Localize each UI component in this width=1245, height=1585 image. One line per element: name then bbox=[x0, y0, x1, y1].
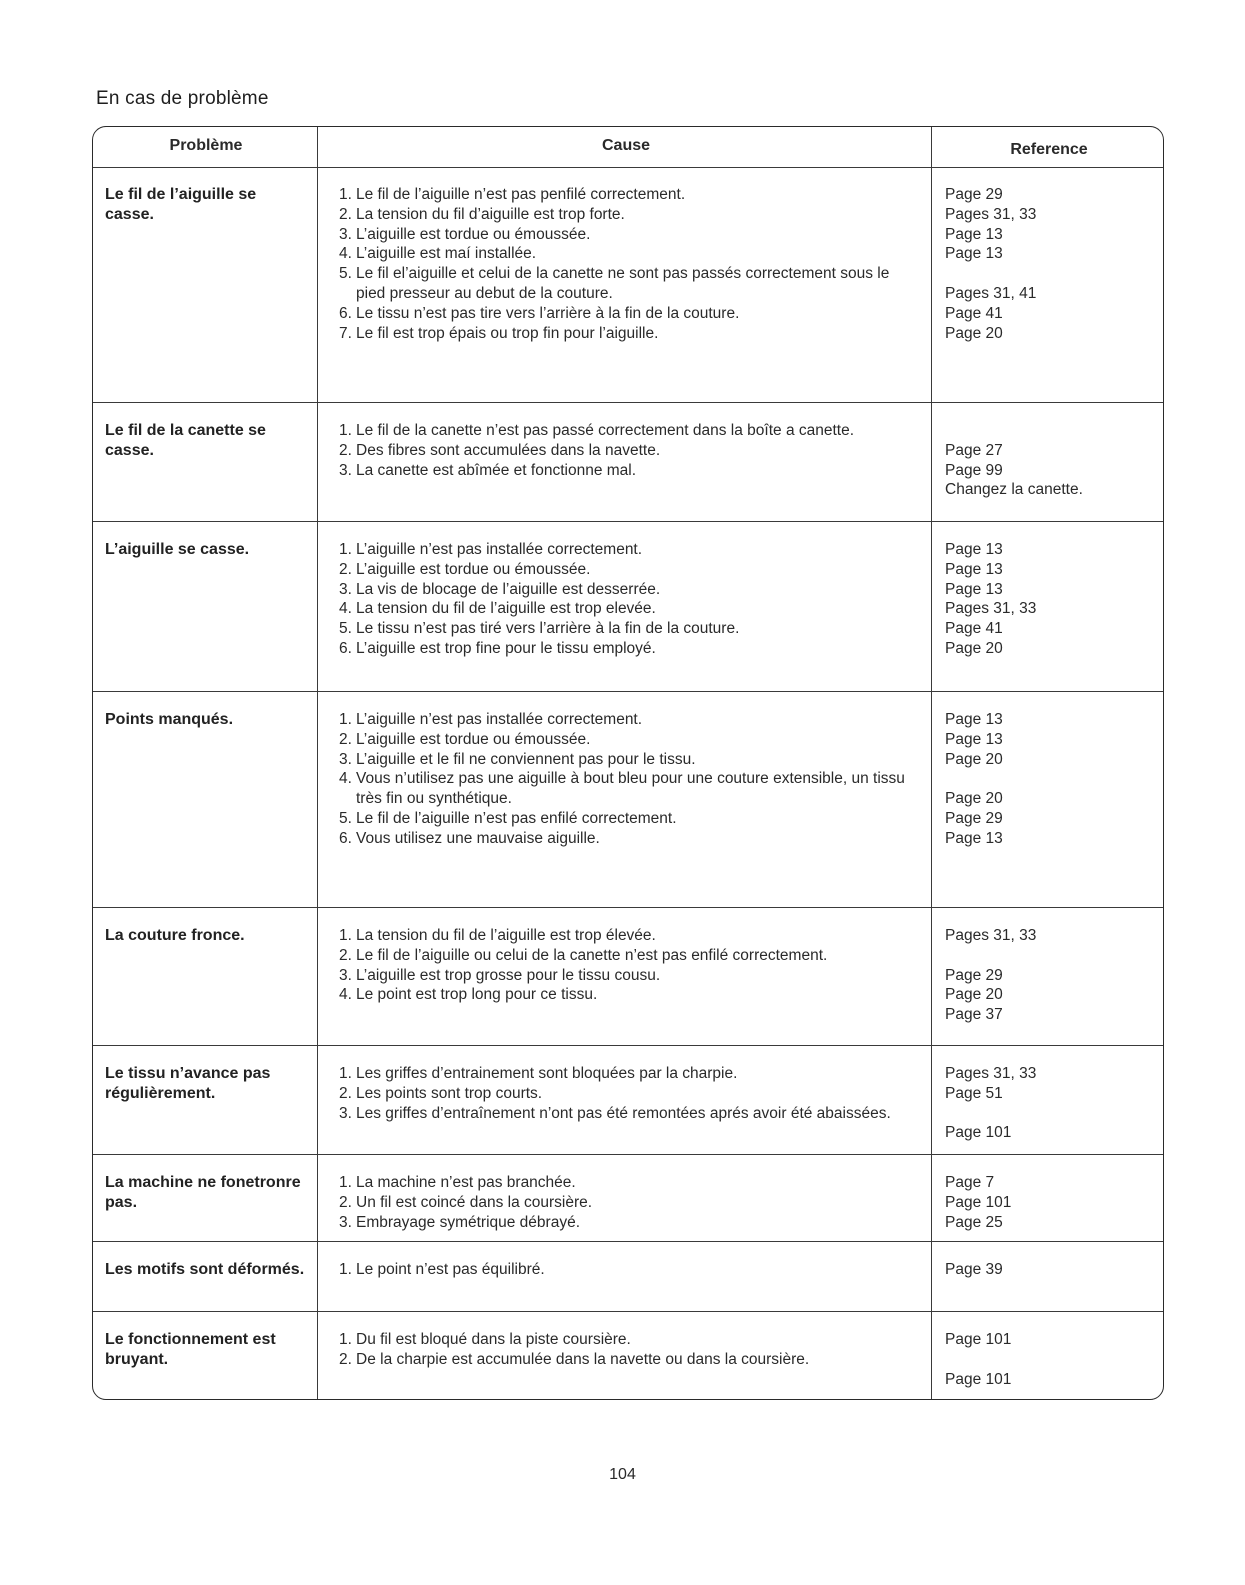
reference-item: Page 41 bbox=[945, 304, 1003, 322]
cause-item bbox=[339, 244, 919, 264]
cause-list bbox=[339, 710, 919, 849]
cause-text: L’aiguille n’est pas installée correctement. bbox=[356, 541, 643, 558]
cause-number: 3. bbox=[339, 1213, 352, 1231]
reference-item: Page 37 bbox=[945, 1006, 1003, 1024]
cause-item bbox=[339, 421, 919, 441]
cause-item bbox=[339, 560, 919, 580]
cause-text: La canette est abîmée et fonctionne mal. bbox=[356, 461, 637, 479]
cause-text: La tension du fil de l’aiguille est trop élevée. bbox=[356, 927, 656, 944]
cause-text: Les griffes d’entraînement n’ont pas été remontées aprés avoir été abaissées. bbox=[356, 1104, 891, 1122]
header-cause: Cause bbox=[601, 137, 651, 154]
cause-item bbox=[339, 1260, 919, 1280]
cause-number: 4. bbox=[339, 770, 352, 788]
cause-item bbox=[339, 185, 919, 205]
cause-text: L’aiguille est trop fine pour le tissu employé. bbox=[356, 639, 656, 657]
cause-number: 2. bbox=[339, 205, 352, 223]
cause-text: Les griffes d’entrainement sont bloquées par la charpie. bbox=[356, 1065, 738, 1082]
cause-text: L’aiguille est trop grosse pour le tissu cousu. bbox=[356, 966, 661, 984]
cause-text: Le fil est trop épais ou trop fin pour l’aiguille. bbox=[356, 324, 659, 342]
reference-list bbox=[945, 1064, 1155, 1143]
problem-cell: La machine ne fonetronre pas. bbox=[105, 1174, 301, 1211]
reference-item: Page 20 bbox=[945, 790, 1003, 808]
table-row bbox=[93, 1312, 1163, 1400]
cause-list bbox=[339, 185, 919, 343]
page-number: 104 bbox=[609, 1466, 636, 1483]
cause-item bbox=[339, 1104, 919, 1124]
cause-number: 2. bbox=[339, 1084, 352, 1102]
cause-number: 2. bbox=[339, 441, 352, 459]
reference-item: Page 20 bbox=[945, 324, 1003, 342]
reference-item: Page 41 bbox=[945, 620, 1003, 638]
cause-number: 5. bbox=[339, 265, 352, 283]
reference-item: Page 27 bbox=[945, 441, 1003, 459]
table-row bbox=[93, 1155, 1163, 1242]
problem-cell: Le tissu n’avance pas régulièrement. bbox=[105, 1065, 271, 1102]
cause-text: Le fil de la canette n’est pas passé correctement dans la boîte a canette. bbox=[356, 422, 855, 439]
cause-item bbox=[339, 619, 919, 639]
problem-cell: Le fil de la canette se casse. bbox=[105, 422, 266, 459]
cause-number: 1. bbox=[339, 541, 352, 558]
cause-number: 6. bbox=[339, 304, 352, 322]
cause-item bbox=[339, 580, 919, 600]
cause-list bbox=[339, 1064, 919, 1123]
header-reference: Reference bbox=[1010, 141, 1088, 158]
reference-item: Page 25 bbox=[945, 1213, 1003, 1231]
cause-item bbox=[339, 1193, 919, 1213]
cause-item bbox=[339, 324, 919, 344]
cause-text: Le tissu n’est pas tiré vers l’arrière à la fin de la couture. bbox=[356, 620, 740, 638]
cause-item bbox=[339, 599, 919, 619]
cause-text: Un fil est coincé dans la coursière. bbox=[356, 1193, 593, 1211]
reference-item bbox=[945, 946, 1155, 966]
cause-item bbox=[339, 710, 919, 730]
cause-item bbox=[339, 225, 919, 245]
cause-number: 3. bbox=[339, 750, 352, 768]
cause-list bbox=[339, 1173, 919, 1232]
reference-item: Pages 31, 33 bbox=[945, 600, 1037, 618]
reference-item: Page 101 bbox=[945, 1370, 1012, 1388]
cause-number: 5. bbox=[339, 809, 352, 827]
cause-item bbox=[339, 926, 919, 946]
reference-item: Page 13 bbox=[945, 829, 1003, 847]
cause-item bbox=[339, 1173, 919, 1193]
reference-list bbox=[945, 421, 1155, 500]
cause-item bbox=[339, 540, 919, 560]
cause-item bbox=[339, 304, 919, 324]
reference-item: Page 99 bbox=[945, 461, 1003, 479]
cause-item bbox=[339, 829, 919, 849]
cause-item bbox=[339, 1350, 919, 1370]
cause-item bbox=[339, 264, 919, 304]
cause-item bbox=[339, 461, 919, 481]
cause-text: Vous n’utilisez pas une aiguille à bout bleu pour une couture extensible, un tissu très fin ou synthétique. bbox=[356, 770, 905, 808]
cause-text: Le fil de l’aiguille ou celui de la canette n’est pas enfilé correctement. bbox=[356, 946, 828, 964]
cause-text: L’aiguille est tordue ou émoussée. bbox=[356, 560, 591, 578]
reference-item: Page 13 bbox=[945, 711, 1003, 728]
cause-list bbox=[339, 1330, 919, 1370]
table-row bbox=[93, 1046, 1163, 1155]
cause-item bbox=[339, 946, 919, 966]
reference-item: Page 20 bbox=[945, 639, 1003, 657]
cause-item bbox=[339, 750, 919, 770]
reference-list bbox=[945, 710, 1155, 849]
reference-item bbox=[945, 1350, 1155, 1370]
reference-item: Page 13 bbox=[945, 580, 1003, 598]
cause-number: 2. bbox=[339, 1193, 352, 1211]
reference-list bbox=[945, 1260, 1155, 1280]
cause-list bbox=[339, 1260, 919, 1280]
cause-number: 6. bbox=[339, 639, 352, 657]
cause-text: La vis de blocage de l’aiguille est desserrée. bbox=[356, 580, 661, 598]
table-row bbox=[93, 522, 1163, 692]
cause-number: 1. bbox=[339, 422, 352, 439]
cause-number: 4. bbox=[339, 986, 352, 1004]
table-row bbox=[93, 908, 1163, 1046]
cause-text: La machine n’est pas branchée. bbox=[356, 1174, 576, 1191]
problem-cell: L’aiguille se casse. bbox=[105, 541, 250, 558]
cause-text: L’aiguille est maí installée. bbox=[356, 245, 537, 263]
cause-number: 2. bbox=[339, 1350, 352, 1368]
reference-list bbox=[945, 926, 1155, 1025]
table-row bbox=[93, 403, 1163, 522]
reference-item bbox=[945, 264, 1155, 284]
cause-number: 1. bbox=[339, 927, 352, 944]
problem-cell: Le fil de l’aiguille se casse. bbox=[105, 186, 257, 223]
reference-item: Page 101 bbox=[945, 1193, 1012, 1211]
cause-text: Du fil est bloqué dans la piste coursière. bbox=[356, 1331, 631, 1348]
table-row bbox=[93, 1242, 1163, 1312]
reference-item: Page 20 bbox=[945, 750, 1003, 768]
table-row bbox=[93, 167, 1163, 403]
cause-number: 3. bbox=[339, 580, 352, 598]
troubleshooting-table bbox=[92, 126, 1164, 1400]
cause-number: 4. bbox=[339, 600, 352, 618]
cause-item bbox=[339, 730, 919, 750]
reference-item: Page 13 bbox=[945, 560, 1003, 578]
cause-text: Des fibres sont accumulées dans la navette. bbox=[356, 441, 661, 459]
page-title: En cas de problème bbox=[96, 88, 269, 109]
reference-item: Pages 31, 33 bbox=[945, 927, 1037, 944]
cause-item bbox=[339, 441, 919, 461]
reference-item: Page 13 bbox=[945, 245, 1003, 263]
cause-number: 1. bbox=[339, 711, 352, 728]
cause-text: Le fil de l’aiguille n’est pas penfilé correctement. bbox=[356, 186, 686, 203]
cause-number: 5. bbox=[339, 620, 352, 638]
reference-list bbox=[945, 540, 1155, 659]
cause-number: 3. bbox=[339, 461, 352, 479]
cause-number: 3. bbox=[339, 225, 352, 243]
cause-item bbox=[339, 639, 919, 659]
cause-text: La tension du fil de l’aiguille est trop elevée. bbox=[356, 600, 656, 618]
reference-item: Pages 31, 33 bbox=[945, 1065, 1037, 1082]
cause-item bbox=[339, 205, 919, 225]
cause-text: Vous utilisez une mauvaise aiguille. bbox=[356, 829, 600, 847]
cause-text: L’aiguille n’est pas installée correctement. bbox=[356, 711, 643, 728]
cause-text: Embrayage symétrique débrayé. bbox=[356, 1213, 581, 1231]
cause-number: 2. bbox=[339, 730, 352, 748]
reference-list bbox=[945, 1330, 1155, 1389]
cause-item bbox=[339, 769, 919, 809]
table-header bbox=[93, 127, 1163, 168]
cause-text: Les points sont trop courts. bbox=[356, 1084, 543, 1102]
cause-list bbox=[339, 421, 919, 480]
reference-item: Page 29 bbox=[945, 966, 1003, 984]
cause-text: L’aiguille est tordue ou émoussée. bbox=[356, 730, 591, 748]
cause-item bbox=[339, 966, 919, 986]
cause-text: Le tissu n’est pas tire vers l’arrière à la fin de la couture. bbox=[356, 304, 740, 322]
reference-item: Page 7 bbox=[945, 1174, 995, 1191]
cause-number: 1. bbox=[339, 186, 352, 203]
cause-item bbox=[339, 1064, 919, 1084]
reference-item: Page 29 bbox=[945, 186, 1003, 203]
reference-item: Page 39 bbox=[945, 1261, 1003, 1278]
reference-item bbox=[945, 769, 1155, 789]
cause-text: Le fil de l’aiguille n’est pas enfilé correctement. bbox=[356, 809, 677, 827]
header-problem: Problème bbox=[169, 137, 243, 154]
reference-item: Page 20 bbox=[945, 986, 1003, 1004]
cause-number: 2. bbox=[339, 946, 352, 964]
reference-item: Pages 31, 41 bbox=[945, 284, 1037, 302]
cause-item bbox=[339, 985, 919, 1005]
reference-item: Page 13 bbox=[945, 225, 1003, 243]
problem-cell: Le fonctionnement est bruyant. bbox=[105, 1331, 276, 1368]
cause-number: 1. bbox=[339, 1331, 352, 1348]
problem-cell: Les motifs sont déformés. bbox=[105, 1261, 305, 1278]
cause-number: 3. bbox=[339, 966, 352, 984]
cause-text: Le point est trop long pour ce tissu. bbox=[356, 986, 598, 1004]
cause-item bbox=[339, 1330, 919, 1350]
cause-list bbox=[339, 926, 919, 1005]
cause-text: L’aiguille et le fil ne conviennent pas pour le tissu. bbox=[356, 750, 696, 768]
table-row bbox=[93, 692, 1163, 908]
reference-item: Changez la canette. bbox=[945, 481, 1083, 499]
cause-text: La tension du fil d’aiguille est trop forte. bbox=[356, 205, 625, 223]
reference-item: Pages 31, 33 bbox=[945, 205, 1037, 223]
cause-text: L’aiguille est tordue ou émoussée. bbox=[356, 225, 591, 243]
cause-text: Le point n’est pas équilibré. bbox=[356, 1261, 545, 1278]
cause-number: 7. bbox=[339, 324, 352, 342]
cause-number: 1. bbox=[339, 1174, 352, 1191]
problem-cell: Points manqués. bbox=[105, 711, 234, 728]
cause-text: Le fil el’aiguille et celui de la canette ne sont pas passés correctement sous le pied presseur au debut de la couture. bbox=[356, 265, 890, 302]
cause-number: 4. bbox=[339, 245, 352, 263]
cause-list bbox=[339, 540, 919, 659]
cause-number: 2. bbox=[339, 560, 352, 578]
cause-number: 1. bbox=[339, 1065, 352, 1082]
reference-list bbox=[945, 1173, 1155, 1232]
cause-number: 1. bbox=[339, 1261, 352, 1278]
reference-item: Page 29 bbox=[945, 809, 1003, 827]
reference-item bbox=[945, 1104, 1155, 1124]
reference-item: Page 101 bbox=[945, 1124, 1012, 1142]
cause-item bbox=[339, 809, 919, 829]
problem-cell: La couture fronce. bbox=[105, 927, 245, 944]
reference-item: Page 51 bbox=[945, 1084, 1003, 1102]
cause-item bbox=[339, 1084, 919, 1104]
reference-item: Page 13 bbox=[945, 730, 1003, 748]
reference-item: Page 101 bbox=[945, 1331, 1012, 1348]
cause-text: De la charpie est accumulée dans la navette ou dans la coursière. bbox=[356, 1350, 810, 1368]
cause-item bbox=[339, 1213, 919, 1233]
reference-item bbox=[945, 421, 1155, 441]
cause-number: 3. bbox=[339, 1104, 352, 1122]
cause-number: 6. bbox=[339, 829, 352, 847]
reference-item: Page 13 bbox=[945, 541, 1003, 558]
reference-list bbox=[945, 185, 1155, 343]
